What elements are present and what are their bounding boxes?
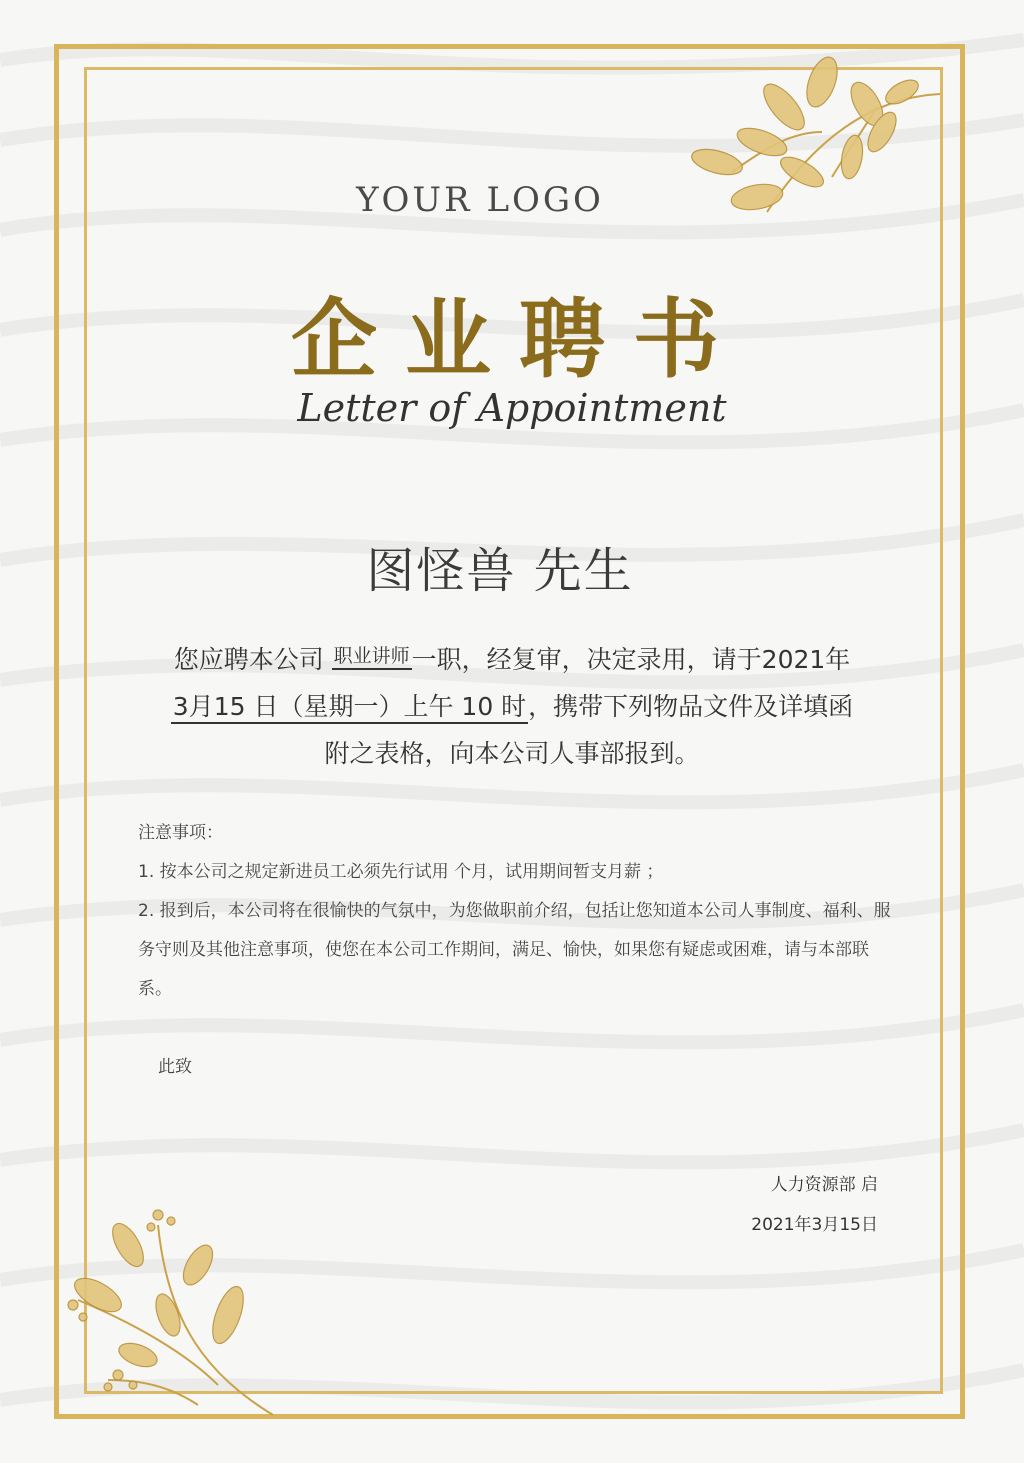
recipient-name: 图怪兽 先生 <box>366 543 634 599</box>
logo-placeholder: YOUR LOGO <box>356 180 604 220</box>
notes-item-2: 2. 报到后，本公司将在很愉快的气氛中，为您做职前介绍，包括让您知道本公司人事制度、福利、服务守则及其他注意事项，使您在本公司工作期间，满足、愉快，如果您有疑虑或困难，请与本部联系。 <box>138 901 891 999</box>
report-date-field[interactable]: 3月15 日（星期一）上午 10 时 <box>171 692 528 724</box>
page-title: 企业聘书 <box>291 289 747 390</box>
offer-paragraph <box>140 636 884 777</box>
closing-salutation: 此致 <box>158 1057 192 1077</box>
gold-leaf-branch-bottom-left <box>58 1205 283 1420</box>
notes-item-1: 1. 按本公司之规定新进员工必须先行试用 个月，试用期间暂支月薪 ； <box>138 862 664 882</box>
offer-text-decision: 一职，经复审，决定录用，请于2021年 <box>411 645 851 674</box>
notes-section <box>138 814 898 1009</box>
sign-date: 2021年3月15日 <box>751 1215 878 1235</box>
position-field[interactable]: 职业讲师 <box>332 645 412 670</box>
page-subtitle: Letter of Appointment <box>297 386 727 430</box>
notes-heading: 注意事项： <box>138 823 223 843</box>
offer-line-1 <box>140 636 884 683</box>
offer-line-2 <box>140 683 884 730</box>
offer-text-items: ，携带下列物品文件及详填函 <box>528 692 854 721</box>
signer: 人力资源部 启 <box>770 1175 878 1195</box>
offer-text-intro: 您应聘本公司 <box>173 645 332 674</box>
offer-line-3: 附之表格，向本公司人事部报到。 <box>324 739 700 768</box>
